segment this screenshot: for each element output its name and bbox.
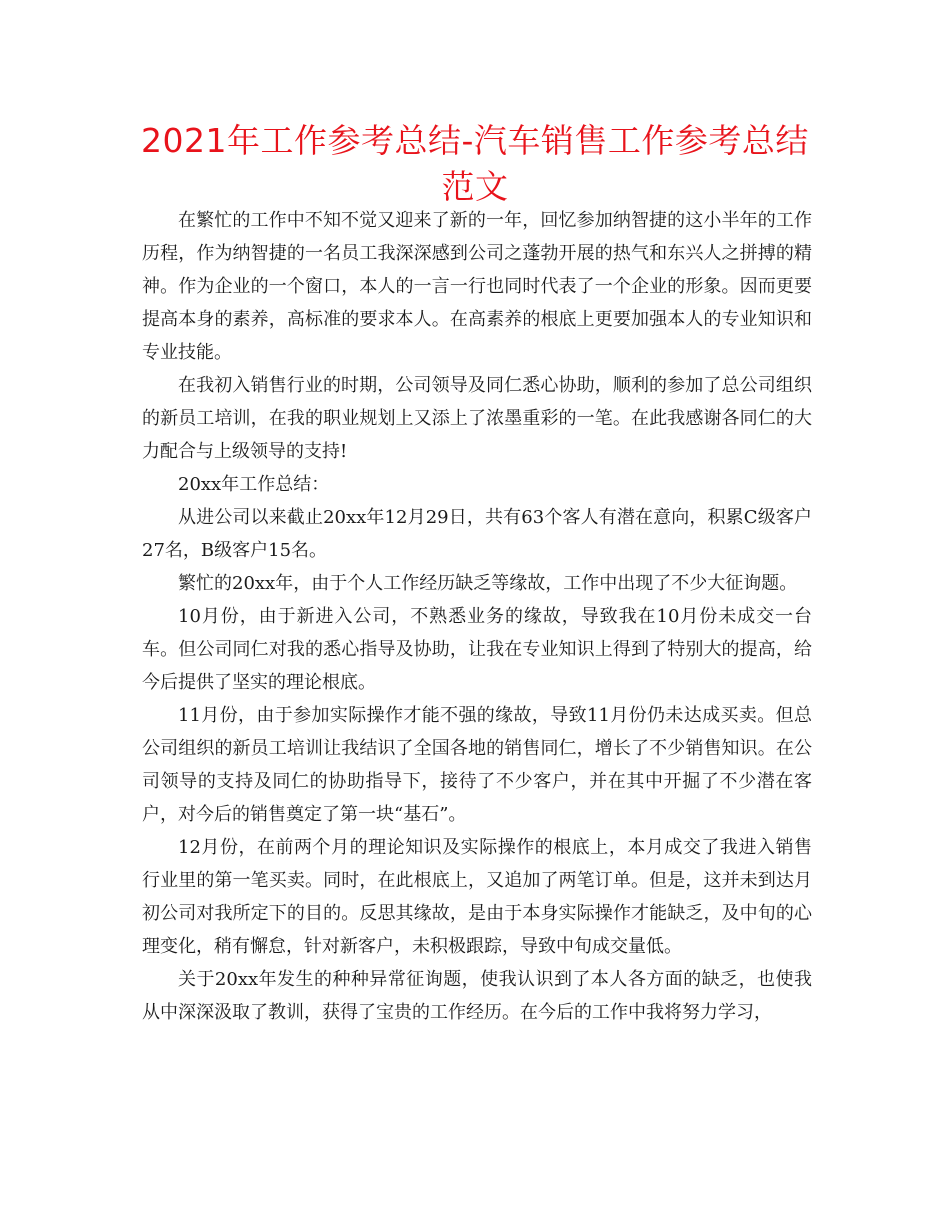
paragraph-customer-stats: 从进公司以来截止20xx年12月29日，共有63个客人有潜在意向，积累C级客户27名，B级客户15名。 [142,507,812,561]
paragraph-november: 11月份，由于参加实际操作才能不强的缘故，导致11月份仍未达成买卖。但总公司组织的新员工培训让我结识了全国各地的销售同仁，增长了不少销售知识。在公司领导的支持及同仁的协助指导下，接待了不少客户，并在其中开掘了不少潜在客户，对今后的销售奠定了第一块“基石”。 [142,705,812,825]
paragraph-thanks: 在我初入销售行业的时期，公司领导及同仁悉心协助，顺利的参加了总公司组织的新员工培训，在我的职业规划上又添上了浓墨重彩的一笔。在此我感谢各同仁的大力配合与上级领导的支持! [142,375,812,462]
paragraph-summary-heading: 20xx年工作总结： [178,474,330,495]
paragraph-problems: 繁忙的20xx年，由于个人工作经历缺乏等缘故，工作中出现了不少大征询题。 [178,573,798,594]
paragraph-lessons: 关于20xx年发生的种种异常征询题，使我认识到了本人各方面的缺乏，也使我从中深深汲取了教训，获得了宝贵的工作经历。在今后的工作中我将努力学习， [142,969,812,1023]
paragraph-october: 10月份，由于新进入公司，不熟悉业务的缘故，导致我在10月份未成交一台车。但公司同仁对我的悉心指导及协助，让我在专业知识上得到了特别大的提高，给今后提供了坚实的理论根底。 [142,606,812,693]
paragraph-intro: 在繁忙的工作中不知不觉又迎来了新的一年，回忆参加纳智捷的这小半年的工作历程，作为纳智捷的一名员工我深深感到公司之蓬勃开展的热气和东兴人之拼搏的精神。作为企业的一个窗口，本人的一言一行也同时代表了一个企业的形象。因而更要提高本身的素养，高标准的要求本人。在高素养的根底上更要加强本人的专业知识和专业技能。 [142,210,812,363]
document-body [142,204,812,1029]
paragraph-december: 12月份，在前两个月的理论知识及实际操作的根底上，本月成交了我进入销售行业里的第一笔买卖。同时，在此根底上，又追加了两笔订单。但是，这并未到达月初公司对我所定下的目的。反思其缘故，是由于本身实际操作才能缺乏，及中旬的心理变化，稍有懈怠，针对新客户，未积极跟踪，导致中旬成交量低。 [142,837,812,957]
document-title: 2021年工作参考总结-汽车销售工作参考总结范文 [141,121,809,206]
